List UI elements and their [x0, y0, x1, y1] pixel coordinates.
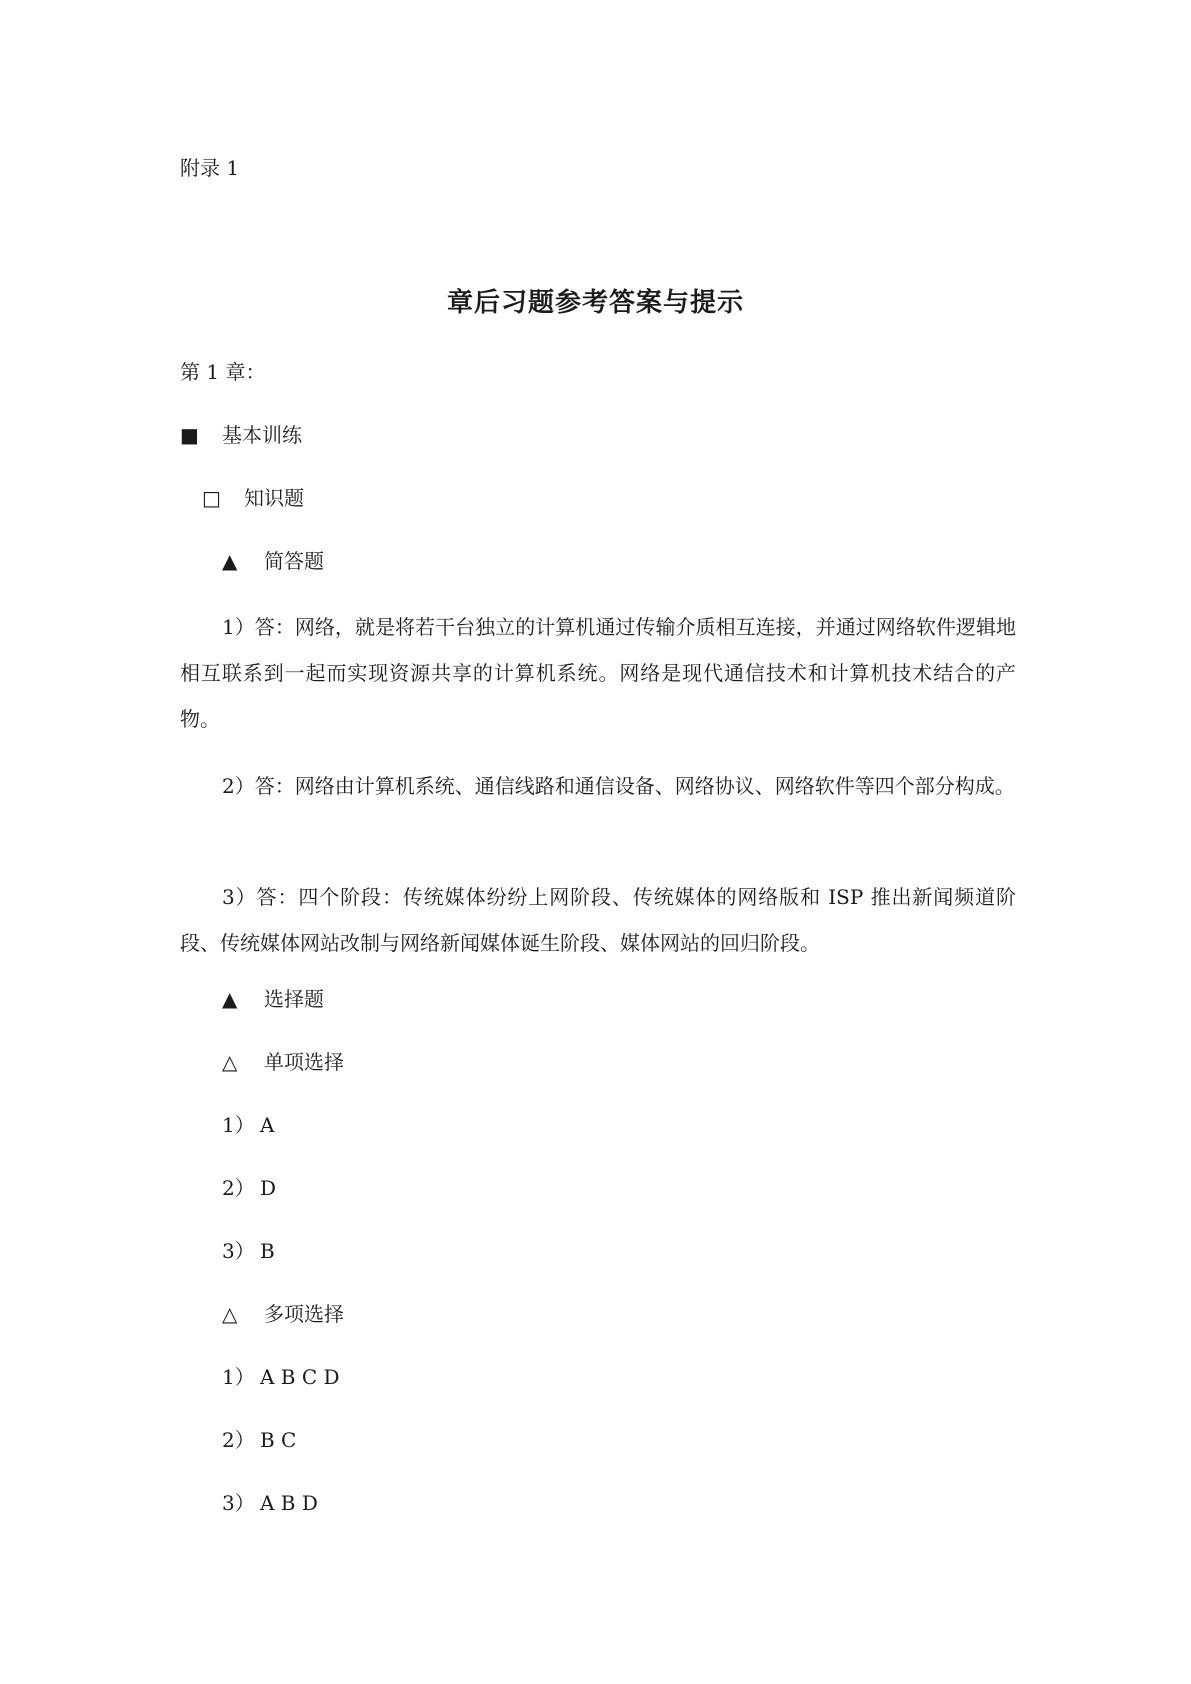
single-answer-item [222, 1237, 275, 1265]
section-heading [180, 421, 302, 449]
answer-number: 1） [222, 1365, 255, 1389]
answer-number: 3） [222, 1491, 255, 1515]
subsection-label: 知识题 [244, 486, 304, 510]
answer-paragraph: 2）答：网络由计算机系统、通信线路和通信设备、网络协议、网络软件等四个部分构成。 [222, 774, 1015, 798]
single-choice-label: 单项选择 [264, 1050, 344, 1074]
choice-heading [222, 985, 324, 1013]
multiple-answer-item [222, 1426, 296, 1454]
multiple-choice-label: 多项选择 [264, 1302, 344, 1326]
page-title: 章后习题参考答案与提示 [446, 288, 744, 318]
answer-value: A B D [260, 1491, 318, 1515]
answer-value: D [260, 1176, 277, 1200]
short-answer-heading [222, 547, 324, 575]
answer-number: 1） [222, 1113, 255, 1137]
subsection-heading [202, 484, 304, 512]
choice-label: 选择题 [264, 987, 324, 1011]
empty-triangle-icon: △ [222, 1050, 238, 1074]
section-label: 基本训练 [222, 423, 302, 447]
single-answer-item [222, 1111, 274, 1139]
single-answer-item [222, 1174, 276, 1202]
answer-number: 3） [222, 1239, 255, 1263]
answer-paragraph: 3）答：四个阶段：传统媒体纷纷上网阶段、传统媒体的网络版和 ISP 推出新闻频道阶段、传统媒体网站改制与网络新闻媒体诞生阶段、媒体网站的回归阶段。 [180, 885, 1016, 955]
answer-paragraph: 1）答：网络，就是将若干台独立的计算机通过传输介质相互连接，并通过网络软件逻辑地相互联系到一起而实现资源共享的计算机系统。网络是现代通信技术和计算机技术结合的产物。 [180, 615, 1016, 731]
filled-triangle-icon: ▲ [222, 549, 238, 573]
multiple-answer-item [222, 1489, 318, 1517]
answer-value: B [260, 1239, 275, 1263]
multiple-choice-heading [222, 1300, 344, 1328]
chapter-heading: 第 1 章： [180, 360, 266, 384]
empty-square-icon: □ [202, 486, 221, 510]
short-answer-label: 简答题 [264, 549, 324, 573]
answer-value: B C [260, 1428, 297, 1452]
filled-square-icon: ■ [180, 423, 199, 447]
answer-value: A [260, 1113, 275, 1137]
appendix-label: 附录 1 [180, 156, 240, 180]
multiple-answer-item [222, 1363, 340, 1391]
answer-value: A B C D [260, 1365, 340, 1389]
answer-number: 2） [222, 1176, 255, 1200]
empty-triangle-icon: △ [222, 1302, 238, 1326]
answer-number: 2） [222, 1428, 255, 1452]
single-choice-heading [222, 1048, 344, 1076]
filled-triangle-icon: ▲ [222, 987, 238, 1011]
